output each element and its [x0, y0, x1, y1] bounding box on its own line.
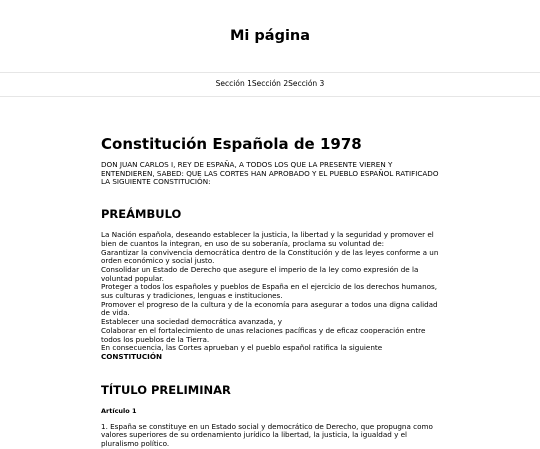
main-content	[0, 135, 540, 449]
nav-link-seccion-1[interactable]: Sección 1	[215, 79, 252, 88]
preamble-line: Colaborar en el fortalecimiento de unas relaciones pacíficas y de eficaz cooperación entre todos los pueblos de la Tierra.	[101, 325, 426, 344]
document-title: Constitución Española de 1978	[101, 135, 362, 153]
preamble-line: Establecer una sociedad democrática avanzada, y	[101, 317, 282, 327]
preamble-line: Proteger a todos los españoles y pueblos de España en el ejercicio de los derechos humanos, sus culturas y tradiciones, lenguas e instituciones.	[101, 282, 438, 301]
preamble-line: Garantizar la convivencia democrática dentro de la Constitución y de las leyes conforme a un orden económico y social justo.	[101, 247, 439, 266]
article-1-label: Artículo 1	[101, 406, 137, 415]
nav-link-seccion-2[interactable]: Sección 2	[251, 79, 289, 88]
titulo-preliminar-heading: TÍTULO PRELIMINAR	[101, 382, 231, 397]
section-nav	[0, 76, 540, 92]
preamble-line: En consecuencia, las Cortes aprueban y el pueblo español ratifica la siguiente	[101, 343, 383, 353]
preamble-line: La Nación española, deseando establecer la justicia, la libertad y la seguridad y promover el bien de cuantos la integran, en uso de su soberanía, proclama su voluntad de:	[101, 230, 434, 248]
article-1-text: 1. España se constituye en un Estado social y democrático de Derecho, que propugna como valores superiores de su ordenamiento jurídico la libertad, la justicia, la igualdad y el pluralismo político.	[101, 421, 433, 449]
nav-divider	[0, 96, 540, 97]
intro-paragraph: DON JUAN CARLOS I, REY DE ESPAÑA, A TODOS LOS QUE LA PRESENTE VIEREN Y ENTENDIEREN, SABED: QUE LAS CORTES HAN APROBADO Y EL PUEBLO ESPAÑOL RATIFICADO LA SIGUIENTE CONSTITUCIÓN:	[101, 160, 439, 187]
preamble-body	[101, 231, 439, 362]
site-title: Mi página	[229, 28, 311, 44]
preamble-closing: CONSTITUCIÓN	[101, 351, 162, 361]
preamble-line: Promover el progreso de la cultura y de la economía para asegurar a todos una digna calidad de vida.	[101, 299, 438, 318]
preamble-line: Consolidar un Estado de Derecho que asegure el imperio de la ley como expresión de la voluntad popular.	[101, 264, 419, 283]
preamble-heading: PREÁMBULO	[101, 207, 182, 222]
nav-link-seccion-3[interactable]: Sección 3	[288, 79, 325, 88]
site-header	[0, 0, 540, 73]
